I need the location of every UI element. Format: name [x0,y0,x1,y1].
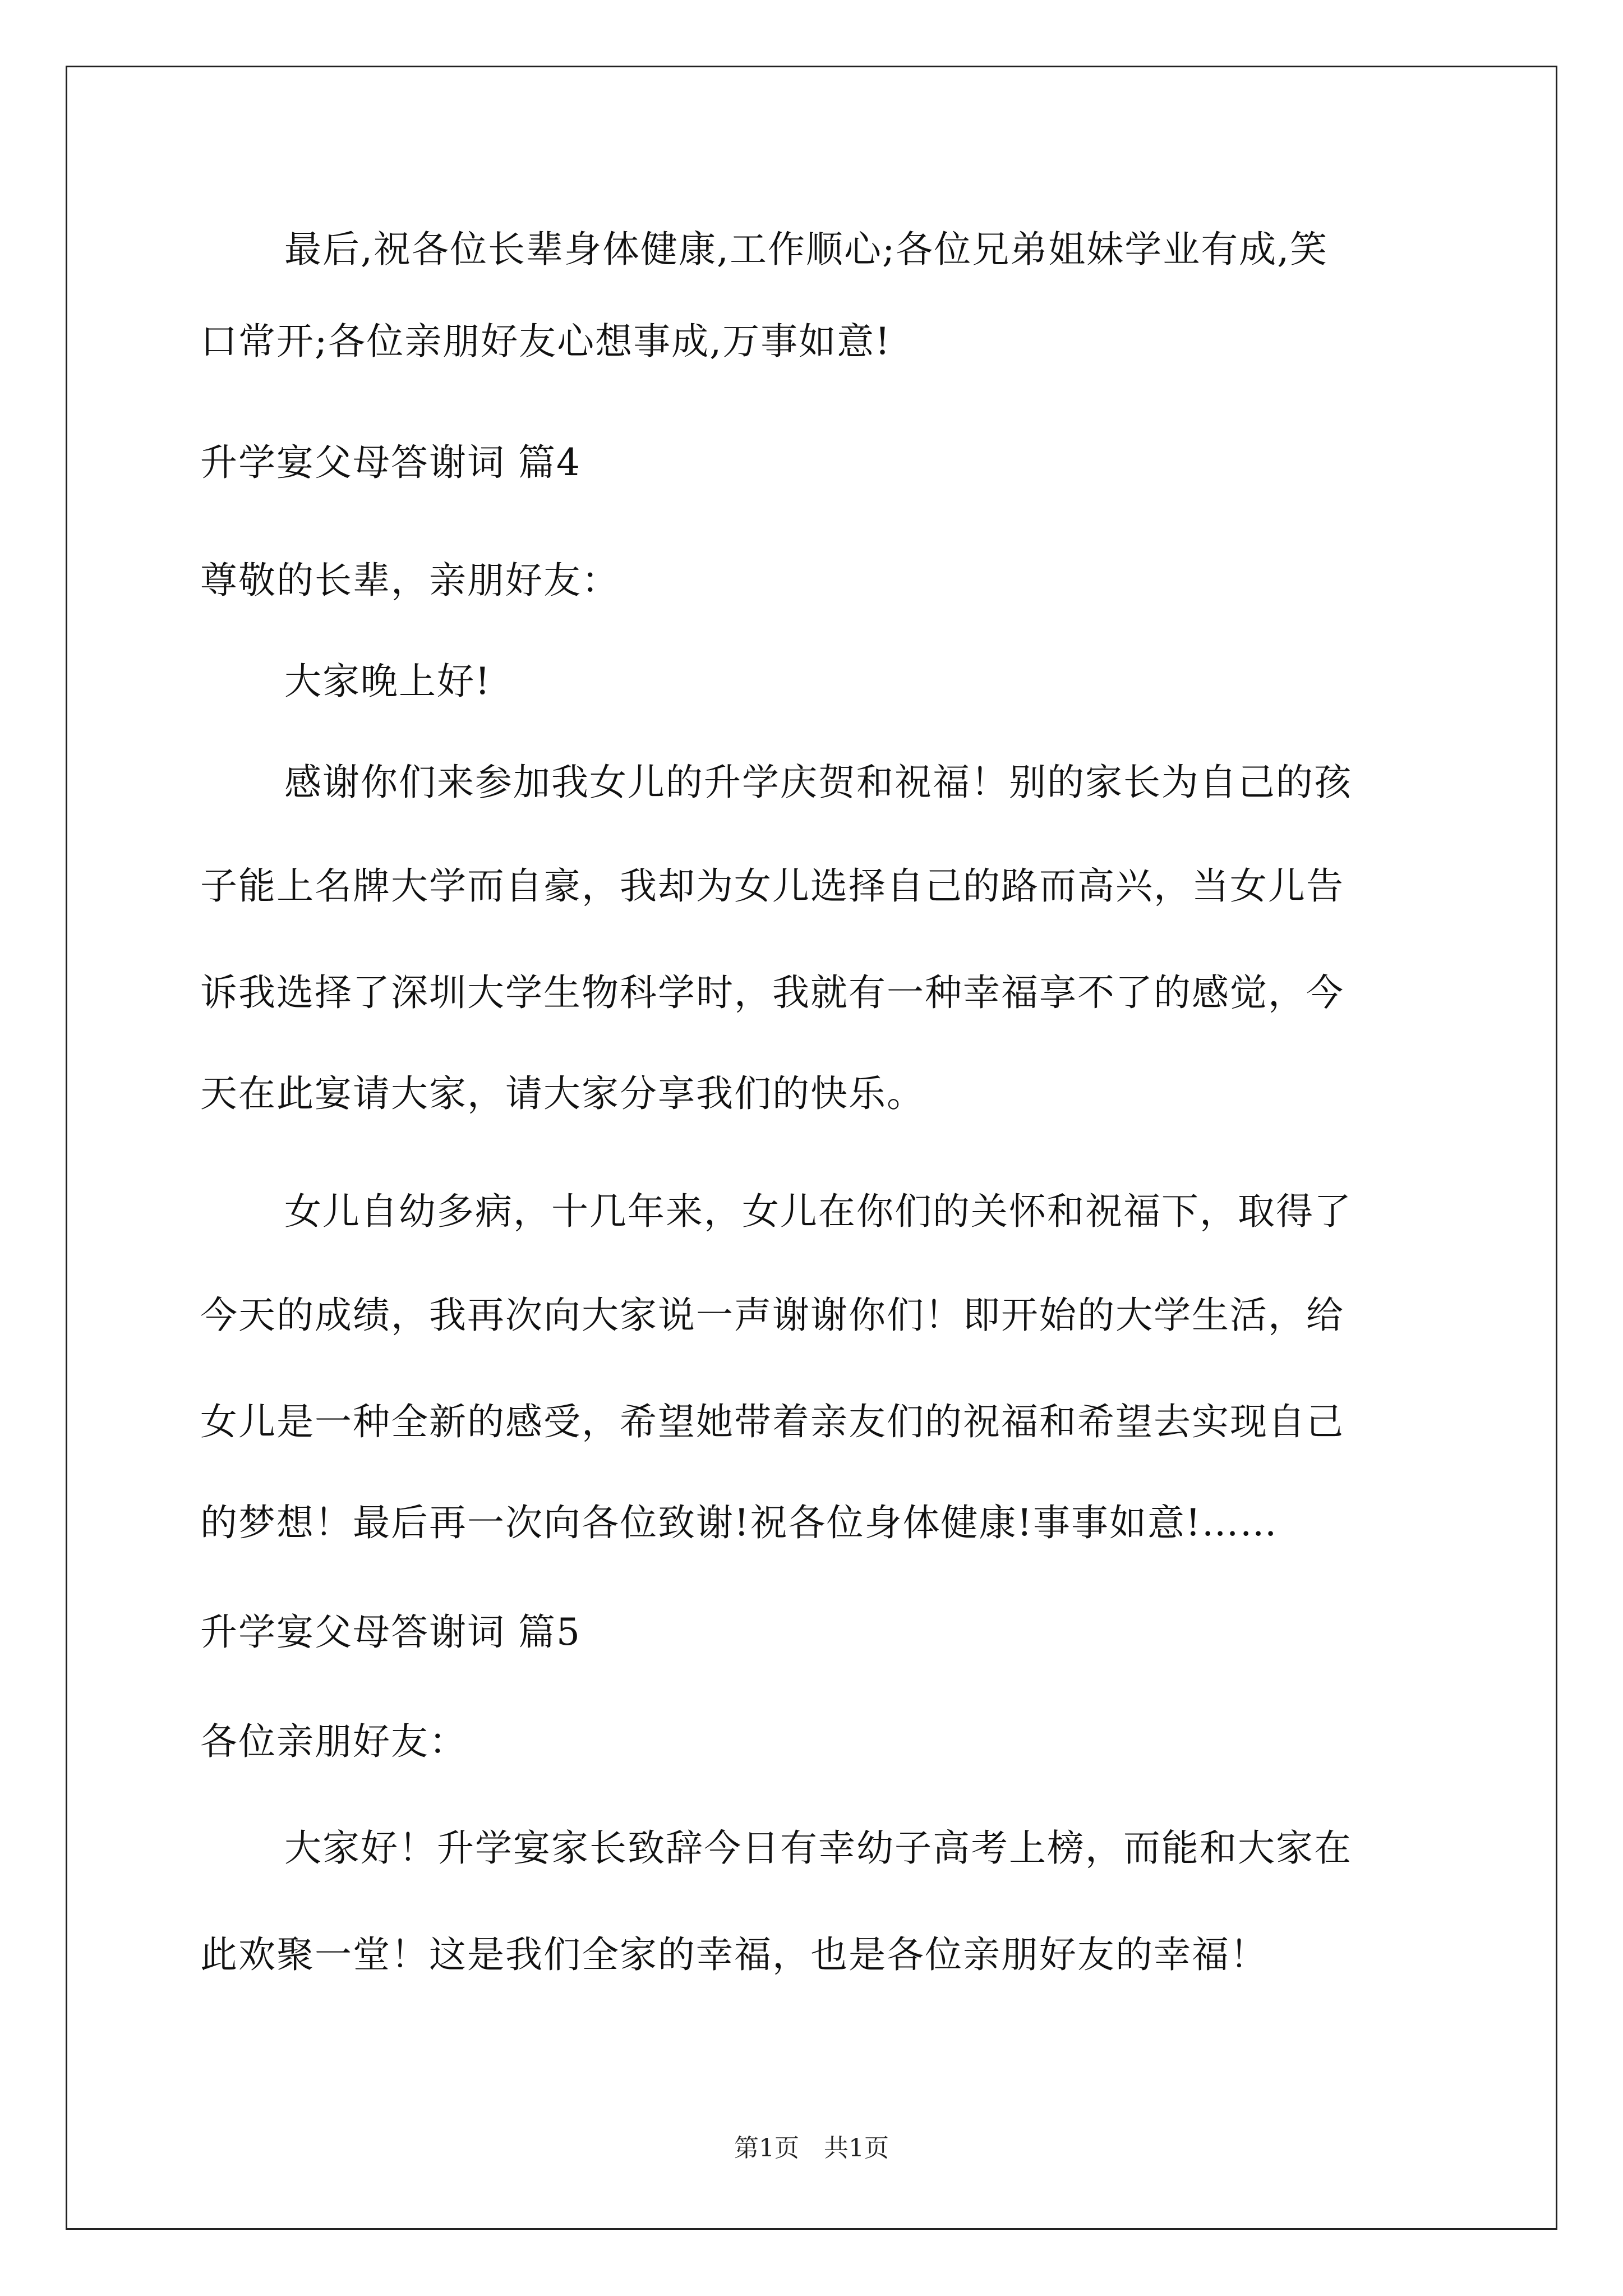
section-heading: 升学宴父母答谢词 篇5 [200,1611,581,1654]
paragraph-line: 大家晚上好! [284,660,491,703]
paragraph-line: 女儿自幼多病，十几年来，女儿在你们的关怀和祝福下，取得了 [284,1190,1352,1233]
paragraph-line: 感谢你们来参加我女儿的升学庆贺和祝福！别的家长为自己的孩 [284,761,1352,804]
paragraph-line: 诉我选择了深圳大学生物科学时，我就有一种幸福享不了的感觉，今 [200,971,1344,1014]
page-border [66,66,1557,2230]
paragraph-line: 女儿是一种全新的感受，希望她带着亲友们的祝福和希望去实现自己 [200,1400,1344,1443]
paragraph-line: 的梦想！最后再一次向各位致谢!祝各位身体健康!事事如意!…… [200,1501,1278,1544]
section-heading: 升学宴父母答谢词 篇4 [200,441,581,484]
paragraph-line: 今天的成绩，我再次向大家说一声谢谢你们！即开始的大学生活，给 [200,1294,1344,1337]
paragraph-line: 此欢聚一堂！这是我们全家的幸福，也是各位亲朋好友的幸福！ [200,1933,1268,1976]
paragraph-line: 最后,祝各位长辈身体健康,工作顺心;各位兄弟姐妹学业有成,笑 [284,228,1329,271]
salutation: 各位亲朋好友： [200,1720,467,1763]
paragraph-line: 天在此宴请大家，请大家分享我们的快乐。 [200,1072,925,1115]
paragraph-line: 大家好！升学宴家长致辞今日有幸幼子高考上榜，而能和大家在 [284,1826,1352,1870]
salutation: 尊敬的长辈，亲朋好友： [200,559,620,602]
page-number-footer: 第1页 共1页 [734,2134,889,2162]
paragraph-line: 子能上名牌大学而自豪，我却为女儿选择自己的路而高兴，当女儿告 [200,864,1344,908]
paragraph-line: 口常开;各位亲朋好友心想事成,万事如意! [200,320,891,363]
